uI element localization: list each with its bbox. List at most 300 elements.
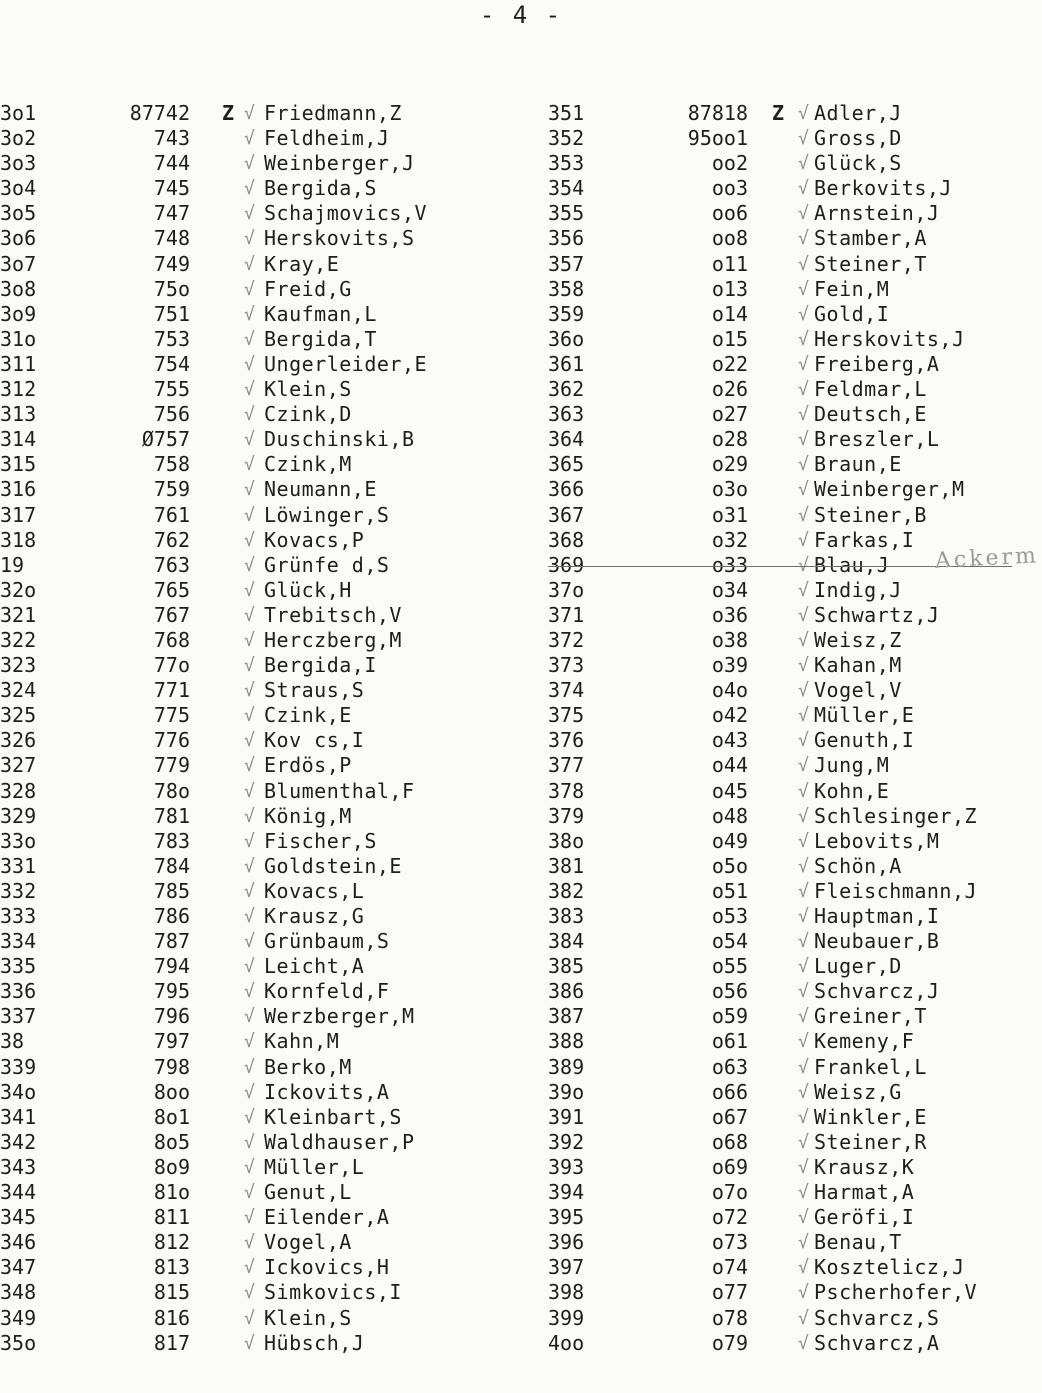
prisoner-number: o61	[711, 1029, 748, 1054]
person-name: Ickovits,A	[264, 1079, 390, 1104]
person-name: Czink,D	[264, 402, 352, 427]
prisoner-number: 787	[153, 929, 190, 954]
sequence-number: 398	[548, 1280, 585, 1305]
sequence-number: 395	[548, 1205, 585, 1230]
person-name: Vogel,V	[814, 678, 902, 703]
person-name: Schajmovics,V	[264, 201, 428, 226]
check-mark-icon: √	[244, 1232, 255, 1254]
list-item	[548, 879, 1042, 904]
person-name: Feldheim,J	[264, 126, 390, 151]
check-mark-icon: √	[798, 1307, 809, 1329]
sequence-number: 343	[0, 1154, 37, 1179]
person-name: Kovacs,L	[264, 878, 365, 903]
check-mark-icon: √	[244, 1257, 255, 1279]
person-name: Schlesinger,Z	[814, 803, 978, 828]
sequence-number: 323	[0, 653, 37, 678]
list-item	[0, 929, 520, 954]
person-name: Grünbaum,S	[264, 929, 390, 954]
person-name: Fischer,S	[264, 828, 377, 853]
list-item	[548, 979, 1042, 1004]
person-name: Fein,M	[814, 276, 890, 301]
check-mark-icon: √	[244, 880, 255, 902]
check-mark-icon: √	[798, 454, 809, 476]
person-name: Harmat,A	[814, 1180, 915, 1205]
person-name: Weisz,G	[814, 1079, 902, 1104]
list-item	[548, 176, 1042, 201]
list-item	[0, 402, 520, 427]
prisoner-number: Ø757	[141, 427, 190, 452]
sequence-number: 386	[548, 979, 585, 1004]
prisoner-number: 771	[153, 678, 190, 703]
person-name: Kahn,M	[264, 1029, 340, 1054]
list-item	[548, 703, 1042, 728]
check-mark-icon: √	[798, 1282, 809, 1304]
check-mark-icon: √	[244, 1307, 255, 1329]
list-item	[0, 628, 520, 653]
prisoner-number: oo6	[711, 201, 748, 226]
list-item	[548, 728, 1042, 753]
check-mark-icon: √	[244, 830, 255, 852]
check-mark-icon: √	[244, 1131, 255, 1153]
prisoner-number: o44	[711, 753, 748, 778]
person-name: Hauptman,I	[814, 904, 940, 928]
check-mark-icon: √	[798, 981, 809, 1003]
list-item	[0, 503, 520, 528]
sequence-number: 19	[0, 552, 25, 577]
person-name: Luger,D	[814, 954, 902, 979]
check-mark-icon: √	[244, 353, 255, 375]
page-number: - 4 -	[479, 1, 563, 29]
prisoner-number: o63	[711, 1054, 748, 1079]
sequence-number: 367	[548, 502, 585, 527]
person-name: Fleischmann,J	[814, 878, 978, 903]
person-name: Berko,M	[264, 1054, 352, 1079]
person-name: Ungerleider,E	[264, 351, 428, 376]
list-item	[0, 578, 520, 603]
check-mark-icon: √	[798, 805, 809, 827]
list-item	[548, 1230, 1042, 1255]
sequence-number: 391	[548, 1104, 585, 1129]
prisoner-number: o26	[711, 377, 748, 402]
sequence-number: 311	[0, 351, 37, 376]
list-item	[0, 477, 520, 502]
prisoner-number: o48	[711, 803, 748, 828]
prisoner-number: 8o9	[153, 1154, 190, 1179]
person-name: Bergida,I	[264, 653, 377, 678]
check-mark-icon: √	[798, 429, 809, 451]
sequence-number: 387	[548, 1004, 585, 1029]
check-mark-icon: √	[798, 956, 809, 978]
check-mark-icon: √	[798, 1207, 809, 1229]
check-mark-icon: √	[244, 780, 255, 802]
list-item	[548, 779, 1042, 804]
check-mark-icon: √	[244, 1081, 255, 1103]
person-name: Czink,M	[264, 452, 352, 477]
check-mark-icon: √	[798, 278, 809, 300]
sequence-number: 356	[548, 226, 585, 251]
sequence-number: 359	[548, 301, 585, 326]
sequence-number: 355	[548, 201, 585, 226]
sequence-number: 332	[0, 878, 37, 903]
prisoner-number: 781	[153, 803, 190, 828]
prisoner-number: o5o	[711, 853, 748, 878]
check-mark-icon: √	[798, 303, 809, 325]
sequence-number: 31o	[0, 326, 37, 351]
list-item	[548, 1155, 1042, 1180]
prisoner-number: o77	[711, 1280, 748, 1305]
person-name: Krausz,G	[264, 904, 365, 928]
person-name: Krausz,K	[814, 1154, 915, 1179]
check-mark-icon: √	[244, 629, 255, 651]
sequence-number: 373	[548, 653, 585, 678]
check-mark-icon: √	[798, 830, 809, 852]
list-item	[0, 829, 520, 854]
list-item	[548, 1180, 1042, 1205]
prisoner-number: 77o	[153, 653, 190, 678]
check-mark-icon: √	[798, 1182, 809, 1204]
list-item	[548, 603, 1042, 628]
person-name: Genut,L	[264, 1180, 352, 1205]
person-name: Indig,J	[814, 577, 902, 602]
prisoner-number: 744	[153, 151, 190, 176]
list-item	[548, 427, 1042, 452]
list-item	[0, 1306, 520, 1331]
prisoner-number: 755	[153, 377, 190, 402]
check-mark-icon: √	[798, 554, 809, 576]
sequence-number: 321	[0, 602, 37, 627]
list-item	[548, 1130, 1042, 1155]
left-column-list	[0, 101, 520, 1356]
sequence-number: 348	[0, 1280, 37, 1305]
prisoner-number: 796	[153, 1004, 190, 1029]
check-mark-icon: √	[244, 705, 255, 727]
list-item	[0, 1331, 520, 1356]
sequence-number: 392	[548, 1129, 585, 1154]
person-name: Grünfe d,S	[264, 552, 390, 577]
prisoner-number: o32	[711, 527, 748, 552]
sequence-number: 3o1	[0, 101, 37, 125]
list-item	[0, 252, 520, 277]
prisoner-number: 813	[153, 1255, 190, 1280]
sequence-number: 396	[548, 1230, 585, 1255]
person-name: Kornfeld,F	[264, 979, 390, 1004]
sequence-number: 383	[548, 904, 585, 928]
person-name: Feldmar,L	[814, 377, 927, 402]
sequence-number: 365	[548, 452, 585, 477]
check-mark-icon: √	[798, 855, 809, 877]
list-item	[548, 277, 1042, 302]
check-mark-icon: √	[244, 1332, 255, 1354]
check-mark-icon: √	[244, 554, 255, 576]
person-name: Frankel,L	[814, 1054, 927, 1079]
list-item	[548, 954, 1042, 979]
check-mark-icon: √	[244, 604, 255, 626]
check-mark-icon: √	[244, 1006, 255, 1028]
person-name: Eilender,A	[264, 1205, 390, 1230]
list-item	[0, 779, 520, 804]
person-name: Neumann,E	[264, 477, 377, 502]
list-item	[0, 678, 520, 703]
prisoner-number: o79	[711, 1330, 748, 1355]
check-mark-icon: √	[244, 128, 255, 150]
check-mark-icon: √	[244, 404, 255, 426]
prisoner-number: o54	[711, 929, 748, 954]
prisoner-number: o69	[711, 1154, 748, 1179]
prisoner-number: 81o	[153, 1180, 190, 1205]
prisoner-number: 767	[153, 602, 190, 627]
person-name: Glück,S	[814, 151, 902, 176]
person-name: Erdös,P	[264, 753, 352, 778]
person-name: Geröfi,I	[814, 1205, 915, 1230]
sequence-number: 331	[0, 853, 37, 878]
sequence-number: 4oo	[548, 1330, 585, 1355]
prisoner-number: 812	[153, 1230, 190, 1255]
check-mark-icon: √	[798, 153, 809, 175]
sequence-number: 375	[548, 703, 585, 728]
sequence-number: 388	[548, 1029, 585, 1054]
sequence-number: 316	[0, 477, 37, 502]
check-mark-icon: √	[798, 1257, 809, 1279]
sequence-number: 374	[548, 678, 585, 703]
prisoner-number: o34	[711, 577, 748, 602]
check-mark-icon: √	[798, 379, 809, 401]
list-item	[0, 954, 520, 979]
list-item	[0, 728, 520, 753]
prisoner-number: o36	[711, 602, 748, 627]
check-mark-icon: √	[798, 178, 809, 200]
sequence-number: 379	[548, 803, 585, 828]
prisoner-number: o31	[711, 502, 748, 527]
check-mark-icon: √	[798, 906, 809, 927]
list-item	[548, 929, 1042, 954]
check-mark-icon: √	[244, 328, 255, 350]
list-item	[0, 1080, 520, 1105]
sequence-number: 322	[0, 627, 37, 652]
handwritten-annotation: Ackerm	[934, 543, 1040, 574]
list-item	[548, 477, 1042, 502]
check-mark-icon: √	[244, 454, 255, 476]
list-item	[0, 1055, 520, 1080]
person-name: Schvarcz,S	[814, 1305, 940, 1330]
person-name: Kemeny,F	[814, 1029, 915, 1054]
list-item	[0, 277, 520, 302]
prisoner-number: o14	[711, 301, 748, 326]
person-name: Benau,T	[814, 1230, 902, 1255]
person-name: Weinberger,M	[814, 477, 965, 502]
check-mark-icon: √	[244, 103, 255, 124]
list-item	[0, 1230, 520, 1255]
prisoner-number: 776	[153, 728, 190, 753]
prisoner-number: o45	[711, 778, 748, 803]
sequence-number: 3o9	[0, 301, 37, 326]
check-mark-icon: √	[798, 1232, 809, 1254]
person-name: Blumenthal,F	[264, 778, 415, 803]
sequence-number: 342	[0, 1129, 37, 1154]
prisoner-number: 75o	[153, 276, 190, 301]
sequence-number: 326	[0, 728, 37, 753]
sequence-number: 334	[0, 929, 37, 954]
prisoner-number: 783	[153, 828, 190, 853]
person-name: Duschinski,B	[264, 427, 415, 452]
check-mark-icon: √	[244, 730, 255, 752]
check-mark-icon: √	[798, 629, 809, 651]
prisoner-number: o3o	[711, 477, 748, 502]
check-mark-icon: √	[798, 705, 809, 727]
sequence-number: 337	[0, 1004, 37, 1029]
check-mark-icon: √	[244, 906, 255, 927]
check-mark-icon: √	[798, 755, 809, 777]
sequence-number: 3o3	[0, 151, 37, 176]
sequence-number: 349	[0, 1305, 37, 1330]
list-item	[548, 1306, 1042, 1331]
person-name: Kray,E	[264, 251, 340, 276]
check-mark-icon: √	[798, 1081, 809, 1103]
check-mark-icon: √	[244, 805, 255, 827]
list-item	[0, 528, 520, 553]
person-name: Breszler,L	[814, 427, 940, 452]
check-mark-icon: √	[244, 303, 255, 325]
list-item	[0, 1280, 520, 1305]
prisoner-number: 748	[153, 226, 190, 251]
check-mark-icon: √	[244, 1056, 255, 1078]
list-item	[0, 327, 520, 352]
list-item	[548, 302, 1042, 327]
check-mark-icon: √	[244, 153, 255, 175]
prisoner-number: 779	[153, 753, 190, 778]
prisoner-number: o72	[711, 1205, 748, 1230]
sequence-number: 399	[548, 1305, 585, 1330]
prisoner-number: o73	[711, 1230, 748, 1255]
person-name: Friedmann,Z	[264, 101, 402, 125]
prisoner-number: o27	[711, 402, 748, 427]
sequence-number: 376	[548, 728, 585, 753]
sequence-number: 341	[0, 1104, 37, 1129]
list-item	[548, 201, 1042, 226]
prisoner-number: 8o1	[153, 1104, 190, 1129]
prisoner-number: o74	[711, 1255, 748, 1280]
prisoner-number: o4o	[711, 678, 748, 703]
sequence-number: 312	[0, 377, 37, 402]
prisoner-number: o39	[711, 653, 748, 678]
sequence-number: 381	[548, 853, 585, 878]
list-item	[0, 804, 520, 829]
sequence-number: 382	[548, 878, 585, 903]
person-name: Goldstein,E	[264, 853, 402, 878]
list-item	[548, 1105, 1042, 1130]
check-mark-icon: √	[798, 1031, 809, 1053]
list-item	[548, 402, 1042, 427]
list-item	[548, 1205, 1042, 1230]
check-mark-icon: √	[244, 1207, 255, 1229]
sequence-number: 346	[0, 1230, 37, 1255]
list-item	[0, 1029, 520, 1054]
prisoner-number: 753	[153, 326, 190, 351]
list-item	[548, 1255, 1042, 1280]
check-mark-icon: √	[244, 855, 255, 877]
sequence-number: 3o2	[0, 126, 37, 151]
person-name: Schvarcz,A	[814, 1330, 940, 1355]
check-mark-icon: √	[244, 655, 255, 677]
prisoner-number: 794	[153, 954, 190, 979]
list-item	[548, 101, 1042, 126]
prisoner-number: o7o	[711, 1180, 748, 1205]
list-item	[548, 252, 1042, 277]
person-name: Czink,E	[264, 703, 352, 728]
check-mark-icon: √	[798, 228, 809, 250]
sequence-number: 385	[548, 954, 585, 979]
prisoner-number: o67	[711, 1104, 748, 1129]
sequence-number: 317	[0, 502, 37, 527]
prisoner-number: 8oo	[153, 1079, 190, 1104]
list-item	[0, 176, 520, 201]
list-item	[0, 1205, 520, 1230]
prisoner-number: 8o5	[153, 1129, 190, 1154]
check-mark-icon: √	[244, 956, 255, 978]
prisoner-number: o11	[711, 251, 748, 276]
list-item	[548, 653, 1042, 678]
list-item	[548, 578, 1042, 603]
prisoner-number: o59	[711, 1004, 748, 1029]
list-item	[548, 1331, 1042, 1356]
list-item	[0, 226, 520, 251]
sequence-number: 3o4	[0, 176, 37, 201]
check-mark-icon: √	[798, 680, 809, 702]
person-name: Jung,M	[814, 753, 890, 778]
check-mark-icon: √	[244, 228, 255, 250]
prisoner-number: o43	[711, 728, 748, 753]
person-name: Kaufman,L	[264, 301, 377, 326]
sequence-number: 329	[0, 803, 37, 828]
prisoner-number: o51	[711, 878, 748, 903]
person-name: Herczberg,M	[264, 627, 402, 652]
prisoner-number: o78	[711, 1305, 748, 1330]
list-item	[0, 452, 520, 477]
sequence-number: 339	[0, 1054, 37, 1079]
person-name: Müller,E	[814, 703, 915, 728]
sequence-number: 3o6	[0, 226, 37, 251]
check-mark-icon: √	[244, 1031, 255, 1053]
check-mark-icon: √	[244, 504, 255, 526]
check-mark-icon: √	[244, 278, 255, 300]
sequence-number: 362	[548, 377, 585, 402]
list-item	[0, 1130, 520, 1155]
sequence-number: 363	[548, 402, 585, 427]
person-name: Glück,H	[264, 577, 352, 602]
list-item	[0, 151, 520, 176]
prisoner-number: 768	[153, 627, 190, 652]
check-mark-icon: √	[798, 655, 809, 677]
person-name: Trebitsch,V	[264, 602, 402, 627]
person-name: Farkas,I	[814, 527, 915, 552]
person-name: Leicht,A	[264, 954, 365, 979]
list-item	[0, 126, 520, 151]
person-name: Gold,I	[814, 301, 890, 326]
check-mark-icon: √	[798, 529, 809, 551]
person-name: Herskovits,J	[814, 326, 965, 351]
prisoner-number: o66	[711, 1079, 748, 1104]
sequence-number: 369	[548, 552, 585, 577]
person-name: Steiner,T	[814, 251, 927, 276]
person-name: Schön,A	[814, 853, 902, 878]
list-item	[0, 703, 520, 728]
prisoner-number: 761	[153, 502, 190, 527]
person-name: Weisz,Z	[814, 627, 902, 652]
sequence-number: 335	[0, 954, 37, 979]
person-name: Schvarcz,J	[814, 979, 940, 1004]
person-name: Freid,G	[264, 276, 352, 301]
sequence-number: 315	[0, 452, 37, 477]
person-name: Weinberger,J	[264, 151, 415, 176]
